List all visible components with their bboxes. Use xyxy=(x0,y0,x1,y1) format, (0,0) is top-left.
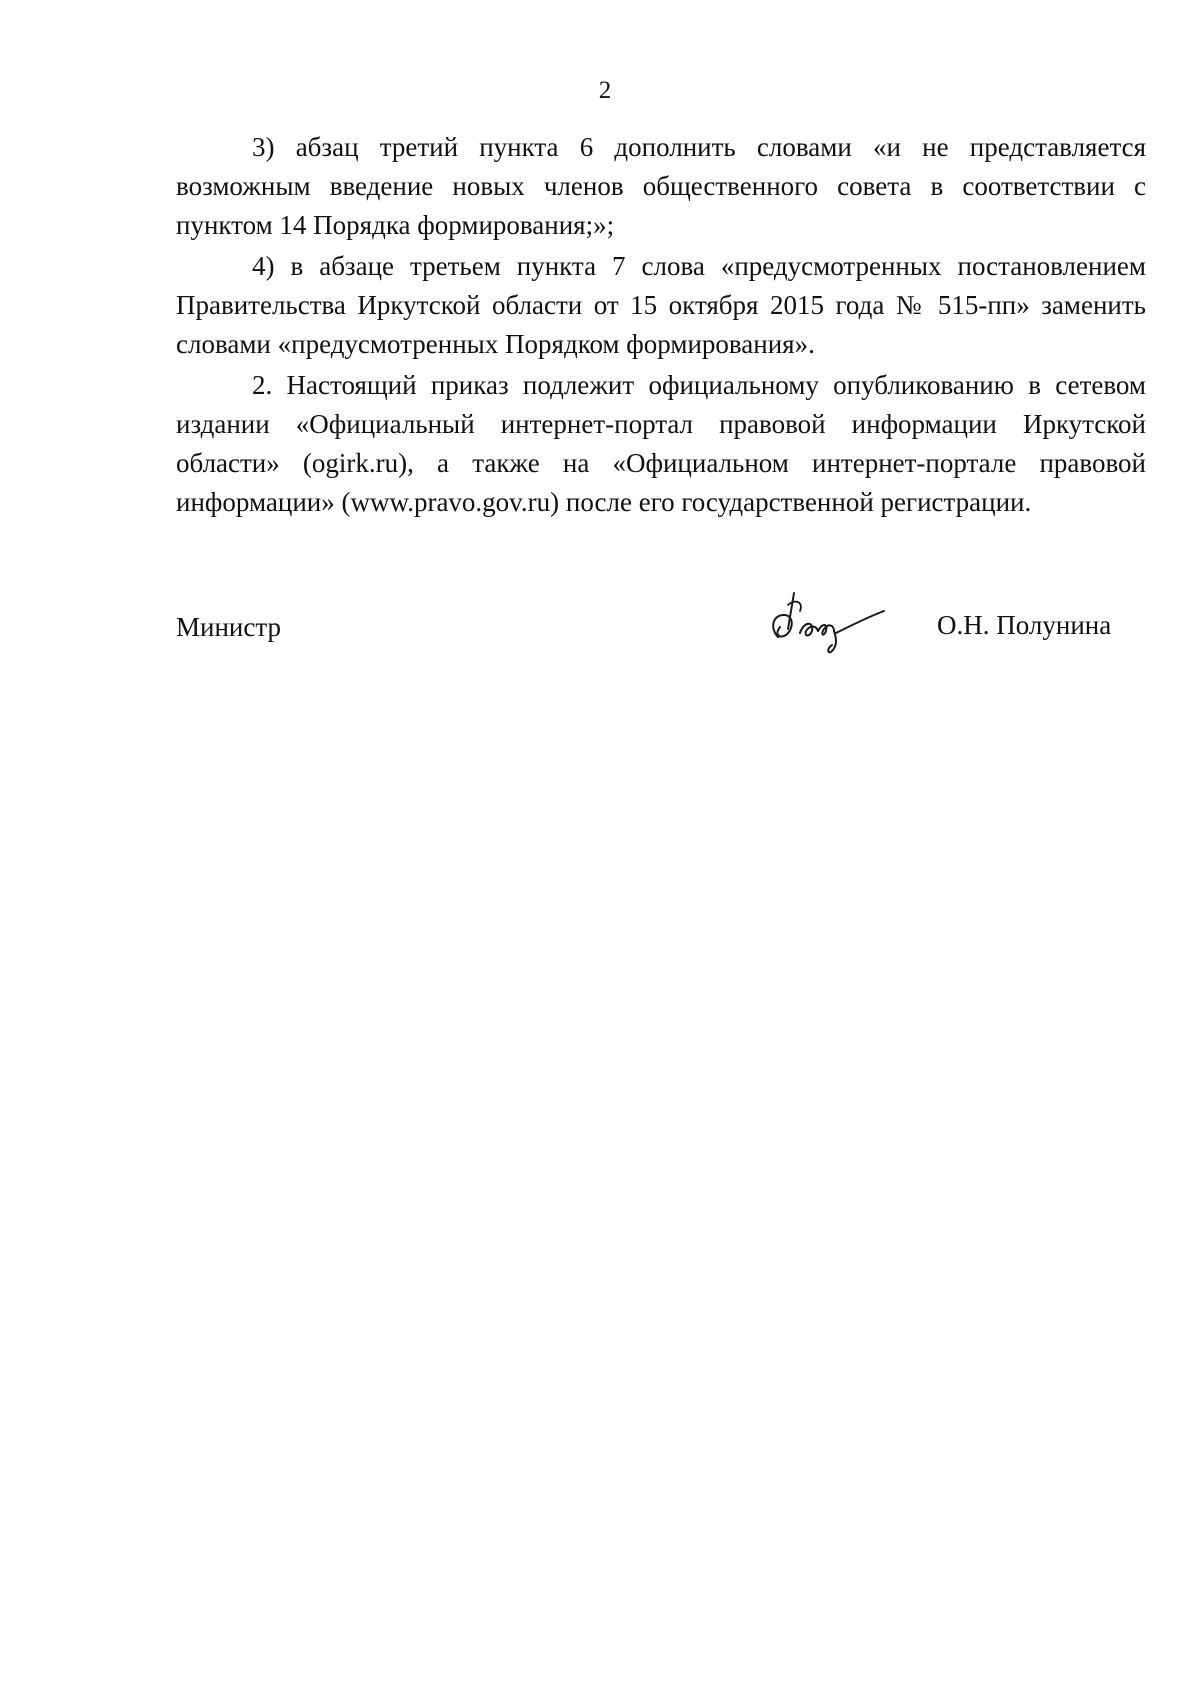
signer-name: О.Н. Полунина xyxy=(937,610,1112,640)
handwritten-signature-icon xyxy=(760,585,890,665)
paragraph-section-2: 2. Настоящий приказ подлежит официальному опубликованию в сетевом издании «Официальный интернет-портал правовой информации Иркутской области» (ogirk.ru), а также на «Официальном интернет-портале правовой информации» (www.pravo.gov.ru) после его государственной регистрации. xyxy=(176,370,1146,517)
page-number: 2 xyxy=(598,77,612,104)
document-body xyxy=(176,128,1146,524)
paragraph-item-3: 3) абзац третий пункта 6 дополнить словами «и не представляется возможным введение новых членов общественного совета в соответствии с пунктом 14 Порядка формирования;»; xyxy=(176,132,1146,240)
signer-position: Министр xyxy=(176,612,281,642)
signature-block xyxy=(0,585,1200,685)
paragraph-item-4: 4) в абзаце третьем пункта 7 слова «предусмотренных постановлением Правительства Иркутской области от 15 октября 2015 года № 515-пп» заменить словами «предусмотренных Порядком формирования». xyxy=(176,251,1146,359)
